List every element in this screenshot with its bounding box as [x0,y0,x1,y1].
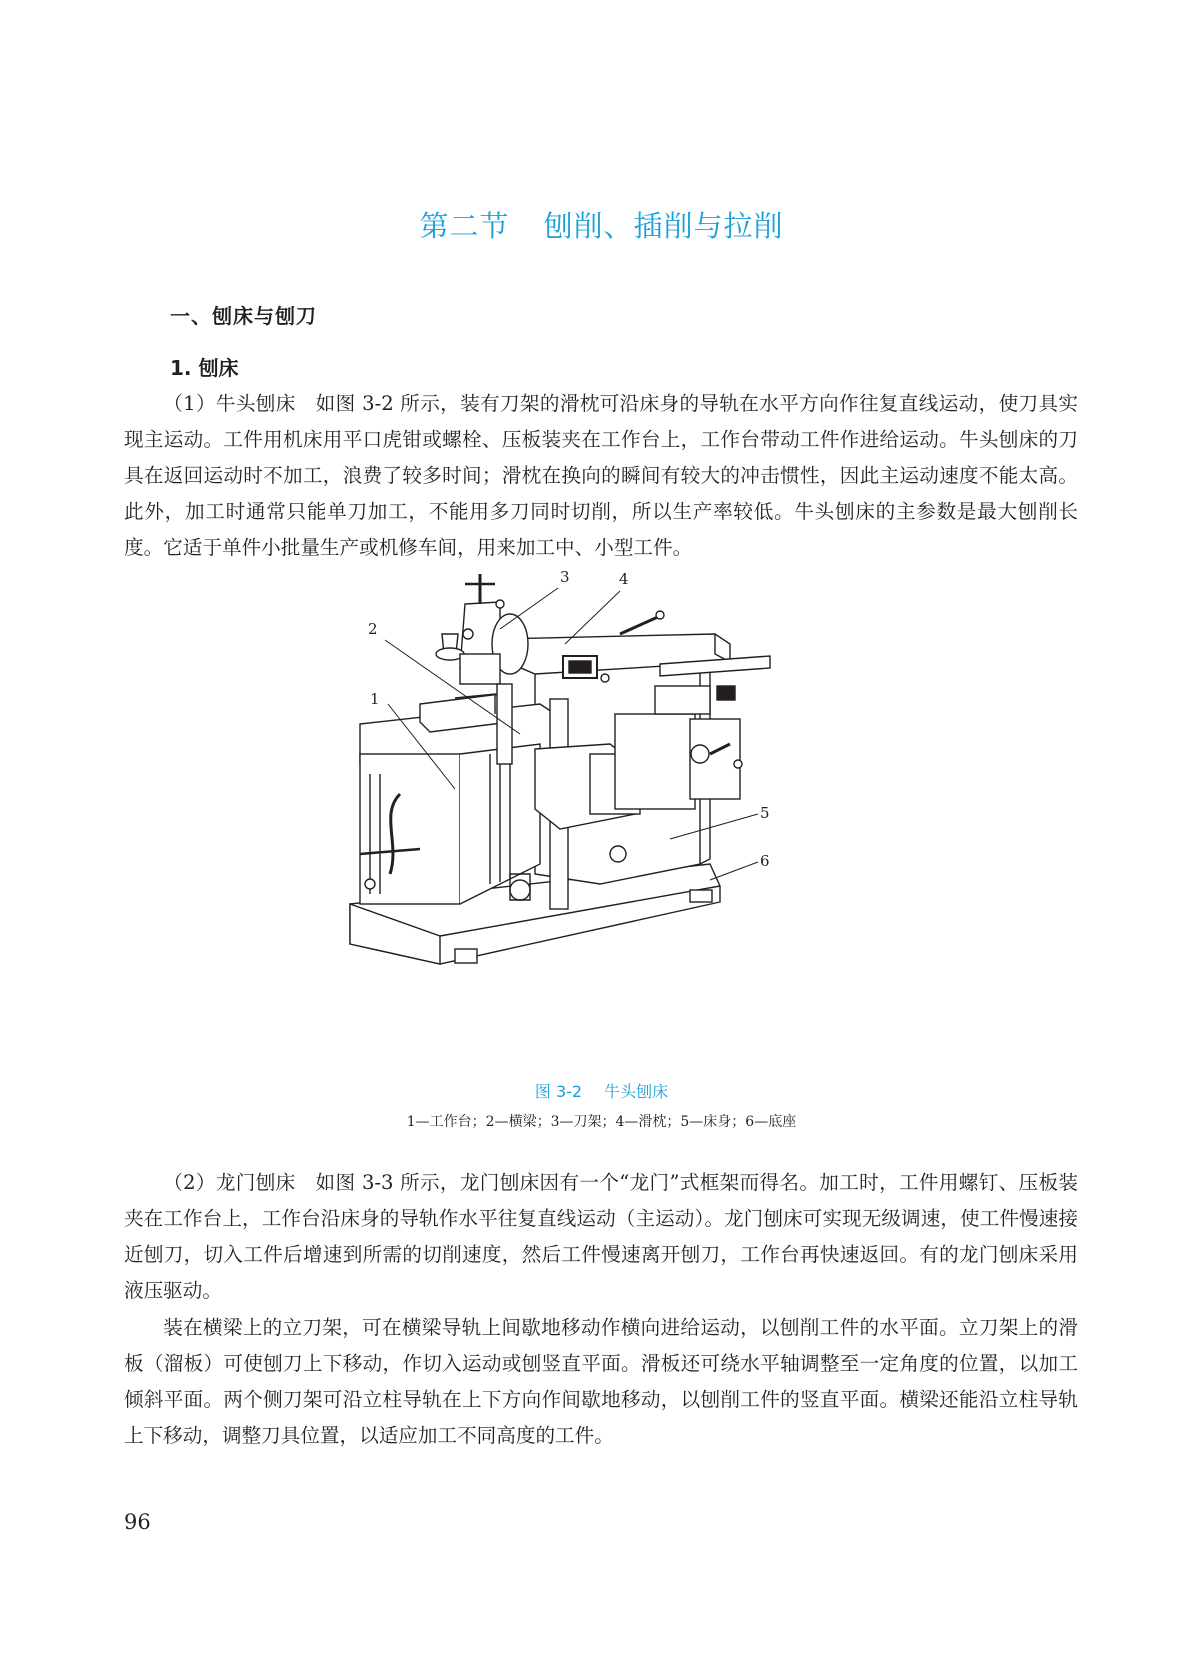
section-title-text: 刨削、插削与拉削 [543,209,784,243]
figure-number: 图 3-2 [534,1082,583,1101]
callout-label: 6 [760,852,770,870]
page-number: 96 [124,1510,151,1534]
callout-label: 2 [368,620,378,638]
paragraph-planer [124,1165,1078,1309]
callout-label: 1 [370,690,380,708]
paragraph-text: 如图 3-2 所示，装有刀架的滑枕可沿床身的导轨在水平方向作往复直线运动，使刀具实现主运动。工件用机床用平口虎钳或螺栓、压板装夹在工作台上，工作台带动工件作进给运动。牛头刨床的刀具在返回运动时不加工，浪费了较多时间；滑枕在换向的瞬间有较大的冲击惯性，因此主运动速度不能太高。此外，加工时通常只能单刀加工，不能用多刀同时切削，所以生产率较低。牛头刨床的主参数是最大刨削长度。它适于单件小批量生产或机修车间，用来加工中、小型工件。 [124,392,1078,559]
figure-legend: 1—工作台；2—横梁；3—刀架；4—滑枕；5—床身；6—底座 [406,1114,797,1130]
paragraph-shaper [124,386,1078,566]
paragraph-lead: （1）牛头刨床 [163,392,296,415]
paragraph-text: 如图 3-3 所示，龙门刨床因有一个“龙门”式框架而得名。加工时，工件用螺钉、压板装夹在工作台上，工作台沿床身的导轨作水平往复直线运动（主运动）。龙门刨床可实现无级调速，使工件慢速接近刨刀，切入工件后增速到所需的切削速度，然后工件慢速离开刨刀，工作台再快速返回。有的龙门刨床采用液压驱动。 [124,1171,1078,1302]
section-title [0,204,1203,245]
shaper-machine-figure [360,568,840,1074]
heading-level2: 1. 刨床 [170,356,239,380]
paragraph-toolholder: 装在横梁上的立刀架，可在横梁导轨上间歇地移动作横向进给运动，以刨削工件的水平面。立刀架上的滑板（溜板）可使刨刀上下移动，作切入运动或刨竖直平面。滑板还可绕水平轴调整至一定角度的位置，以加工倾斜平面。两个侧刀架可沿立柱导轨在上下方向作间歇地移动，以刨削工件的竖直平面。横梁还能沿立柱导轨上下移动，调整刀具位置，以适应加工不同高度的工件。 [124,1316,1078,1447]
paragraph-lead: （2）龙门刨床 [163,1171,296,1194]
heading-level1: 一、刨床与刨刀 [170,304,317,328]
figure-title: 牛头刨床 [604,1082,669,1101]
callout-label: 3 [560,568,570,586]
callout-label: 4 [619,570,629,588]
figure-caption [0,1079,1203,1102]
section-number: 第二节 [419,209,510,243]
callout-label: 5 [760,804,770,822]
